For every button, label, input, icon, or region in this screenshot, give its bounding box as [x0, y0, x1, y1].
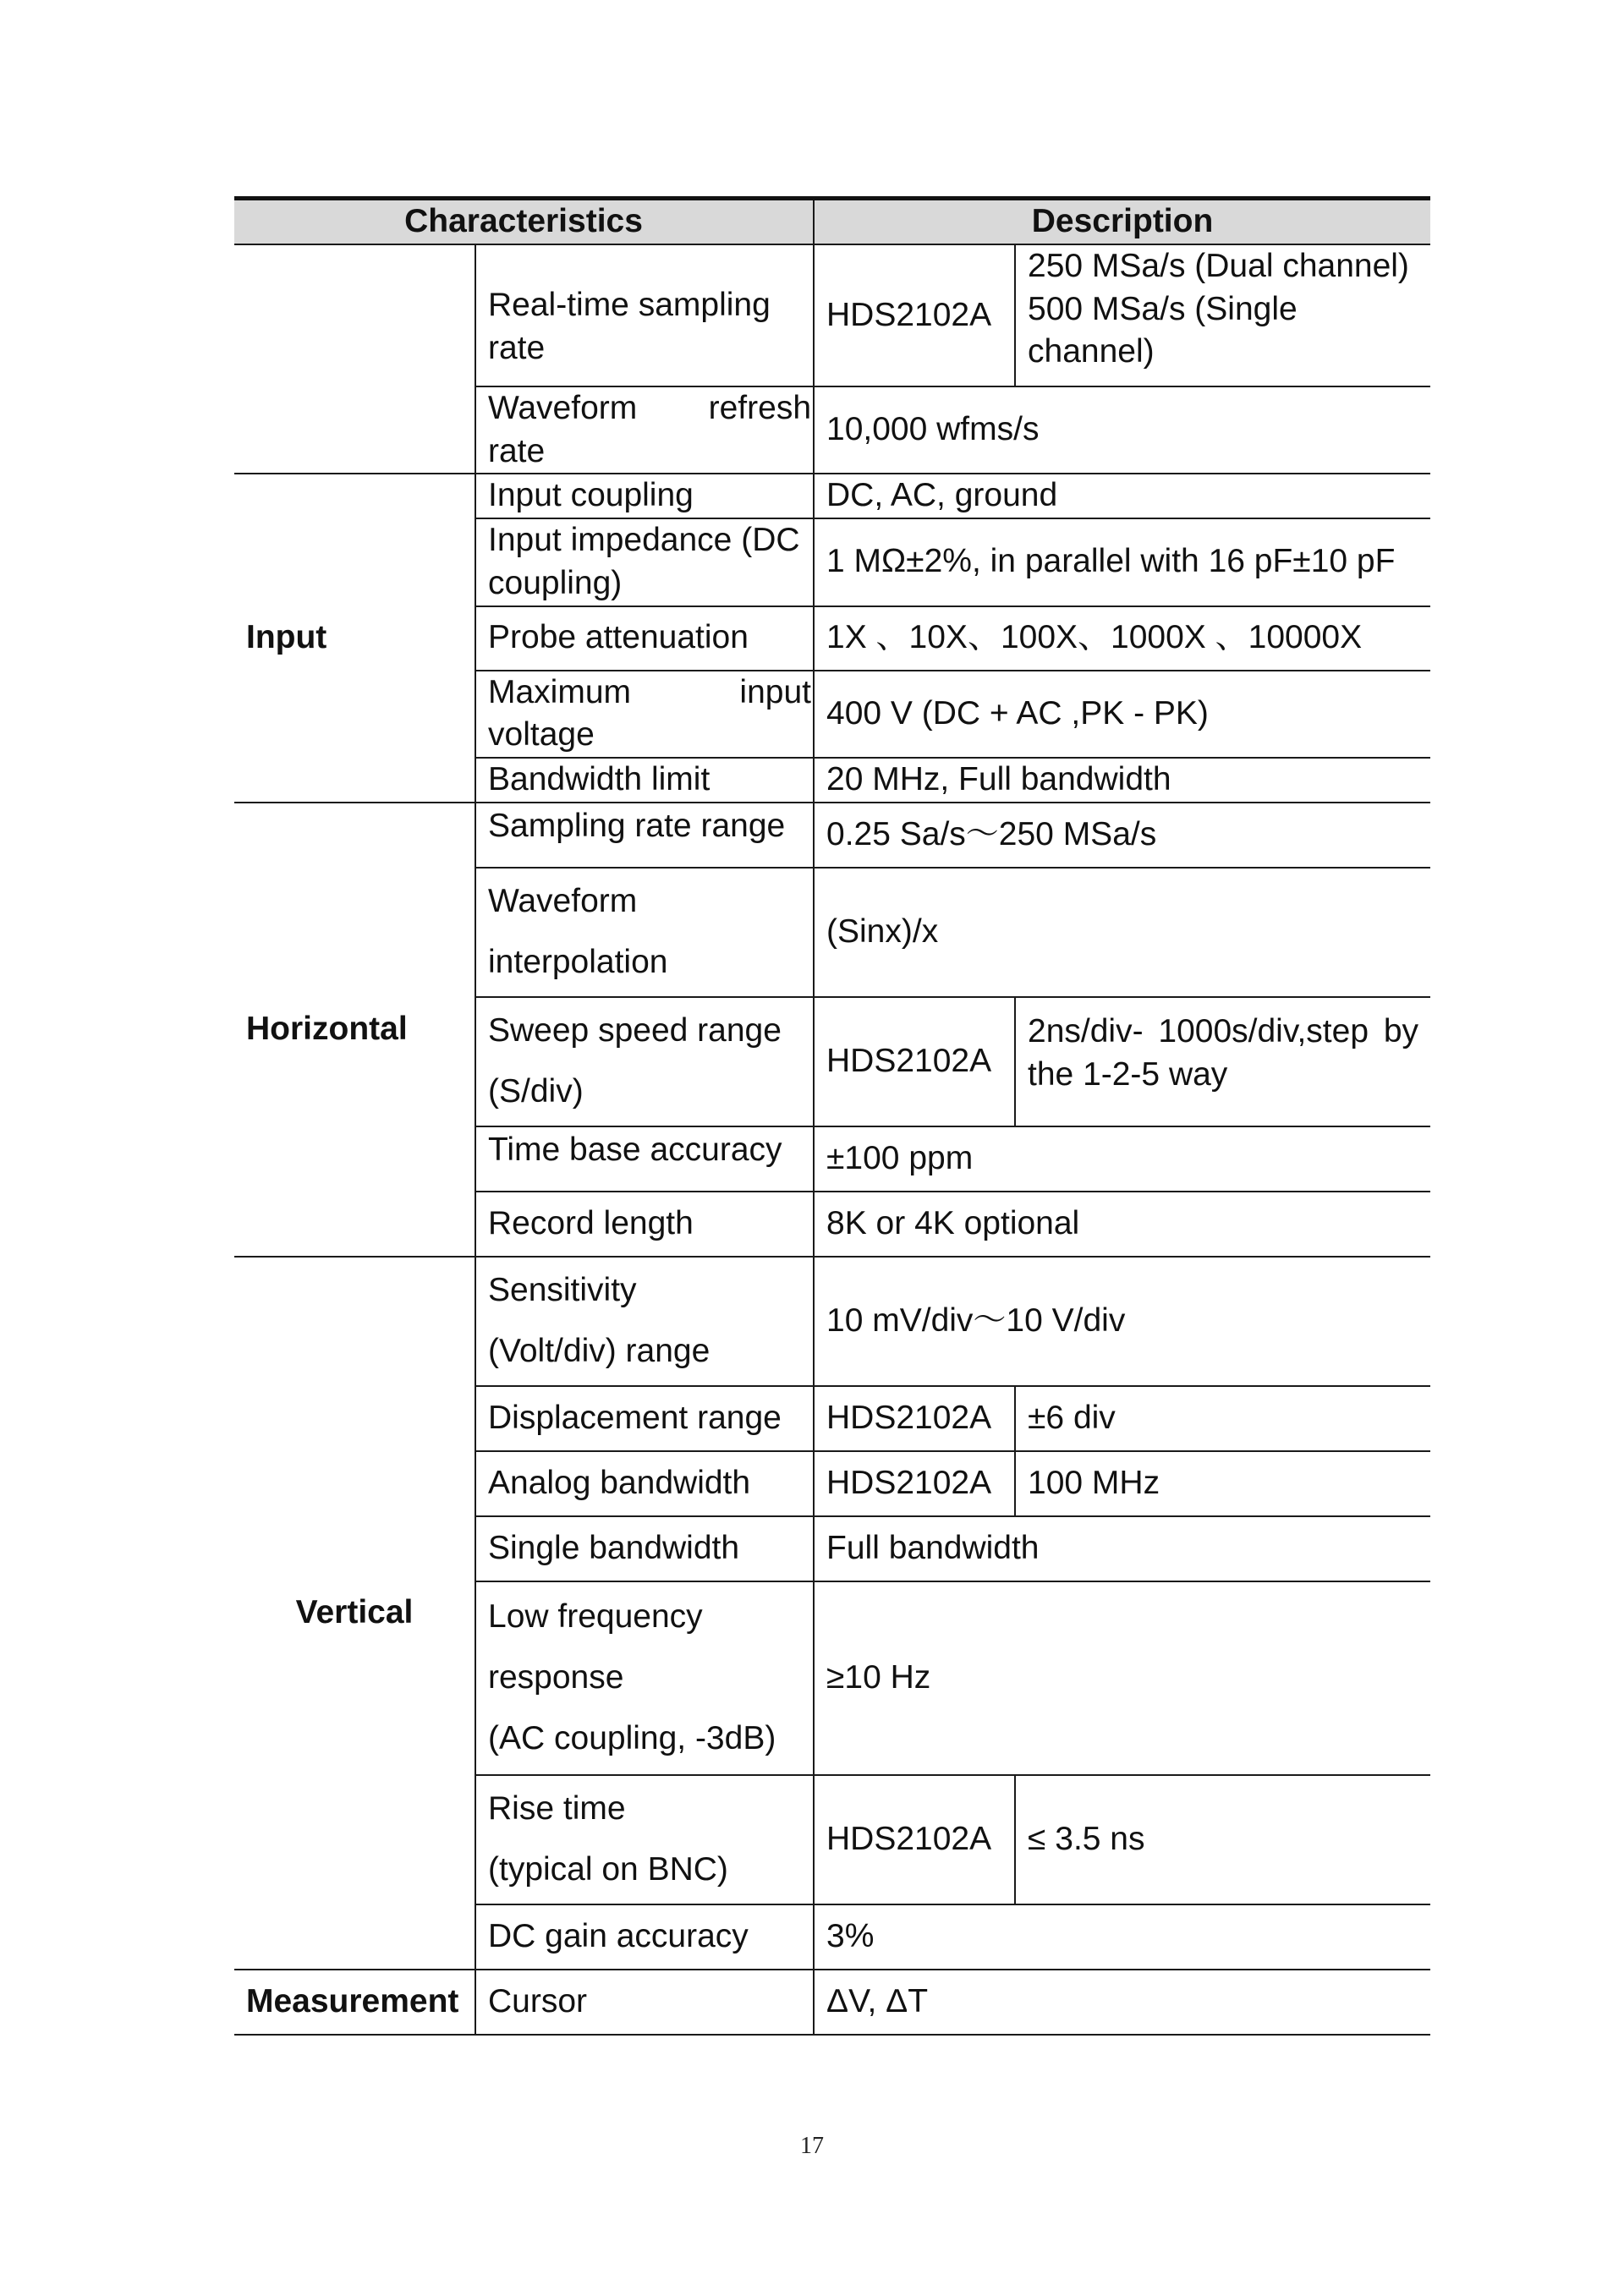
- max-input-label: [475, 671, 814, 758]
- category-measurement: Measurement: [234, 1970, 475, 2035]
- lf-label: [475, 1581, 814, 1775]
- sweep-label-line-2: (S/div): [488, 1073, 584, 1110]
- interp-label: [475, 868, 814, 997]
- sweep-label: [475, 997, 814, 1126]
- interp-label-line-2: interpolation: [488, 944, 668, 981]
- page-number: 17: [800, 2133, 824, 2159]
- bw-limit-label: Bandwidth limit: [475, 758, 814, 803]
- table-row: [234, 244, 1430, 386]
- table-header-row: [234, 199, 1430, 245]
- probe-value: 1X 、10X、100X、1000X 、10000X: [814, 606, 1430, 671]
- analog-value: 100 MHz: [1015, 1451, 1430, 1516]
- dcgain-label: DC gain accuracy: [475, 1904, 814, 1970]
- specifications-table: [234, 196, 1430, 2036]
- coupling-label: Input coupling: [475, 474, 814, 518]
- record-value: 8K or 4K optional: [814, 1192, 1430, 1257]
- impedance-label: Input impedance (DC coupling): [475, 518, 814, 606]
- sampling-rate-label: Real-time sampling rate: [475, 244, 814, 386]
- analog-model: HDS2102A: [814, 1451, 1015, 1516]
- refresh-rate-label: [475, 386, 814, 474]
- sampling-rate-model: HDS2102A: [814, 244, 1015, 386]
- table-row: [234, 1970, 1430, 2035]
- timebase-value: ±100 ppm: [814, 1126, 1430, 1192]
- sr-range-value: 0.25 Sa/s～250 MSa/s: [814, 803, 1430, 868]
- sens-label-line-2: (Volt/div) range: [488, 1333, 710, 1370]
- table-row: [234, 1257, 1430, 1386]
- header-characteristics: Characteristics: [234, 199, 814, 245]
- rise-value: ≤ 3.5 ns: [1015, 1775, 1430, 1904]
- rise-label-line-2: (typical on BNC): [488, 1851, 728, 1888]
- category-vertical: Vertical: [234, 1257, 475, 1970]
- refresh-rate-value: 10,000 wfms/s: [814, 386, 1430, 474]
- category-input: Input: [234, 474, 475, 802]
- bw-limit-value: 20 MHz, Full bandwidth: [814, 758, 1430, 803]
- interp-value: (Sinx)/x: [814, 868, 1430, 997]
- rise-label-line-1: Rise time: [488, 1789, 626, 1827]
- sr-range-label: Sampling rate range: [475, 803, 814, 868]
- sweep-model: HDS2102A: [814, 997, 1015, 1126]
- interp-label-line-1: Waveform: [488, 882, 638, 919]
- lf-label-line-3: (AC coupling, -3dB): [488, 1720, 776, 1757]
- impedance-value: 1 MΩ±2%, in parallel with 16 pF±10 pF: [814, 518, 1430, 606]
- cursor-value: ΔV, ΔT: [814, 1970, 1430, 2035]
- sweep-value: [1015, 997, 1430, 1126]
- cursor-label: Cursor: [475, 1970, 814, 2035]
- lf-value: ≥10 Hz: [814, 1581, 1430, 1775]
- category-horizontal: Horizontal: [234, 803, 475, 1257]
- dcgain-value: 3%: [814, 1904, 1430, 1970]
- sampling-rate-single: 500 MSa/s (Single channel): [1028, 290, 1298, 370]
- coupling-value: DC, AC, ground: [814, 474, 1430, 518]
- empty-category-cell: [234, 244, 475, 474]
- sweep-label-line-1: Sweep speed range: [488, 1011, 782, 1049]
- table-row: [234, 803, 1430, 868]
- analog-label: Analog bandwidth: [475, 1451, 814, 1516]
- disp-model: HDS2102A: [814, 1386, 1015, 1451]
- sampling-rate-values: [1015, 244, 1430, 386]
- disp-value: ±6 div: [1015, 1386, 1430, 1451]
- single-value: Full bandwidth: [814, 1516, 1430, 1581]
- probe-label: Probe attenuation: [475, 606, 814, 671]
- lf-label-line-2: response: [488, 1658, 624, 1696]
- single-label: Single bandwidth: [475, 1516, 814, 1581]
- refresh-rate-label-line: Waveform refresh rate: [488, 390, 812, 469]
- rise-model: HDS2102A: [814, 1775, 1015, 1904]
- sens-value: 10 mV/div～10 V/div: [814, 1257, 1430, 1386]
- timebase-label: Time base accuracy: [475, 1126, 814, 1192]
- sampling-rate-dual: 250 MSa/s (Dual channel): [1028, 248, 1409, 284]
- max-input-value: 400 V (DC + AC ,PK - PK): [814, 671, 1430, 758]
- sweep-value-text: 2ns/div- 1000s/div,step by the 1-2-5 way: [1028, 1013, 1419, 1093]
- rise-label: [475, 1775, 814, 1904]
- max-input-label-line: Maximum input voltage: [488, 673, 812, 753]
- sens-label: [475, 1257, 814, 1386]
- lf-label-line-1: Low frequency: [488, 1597, 703, 1635]
- disp-label: Displacement range: [475, 1386, 814, 1451]
- header-description: Description: [814, 199, 1430, 245]
- table-row: [234, 474, 1430, 518]
- record-label: Record length: [475, 1192, 814, 1257]
- sens-label-line-1: Sensitivity: [488, 1271, 637, 1308]
